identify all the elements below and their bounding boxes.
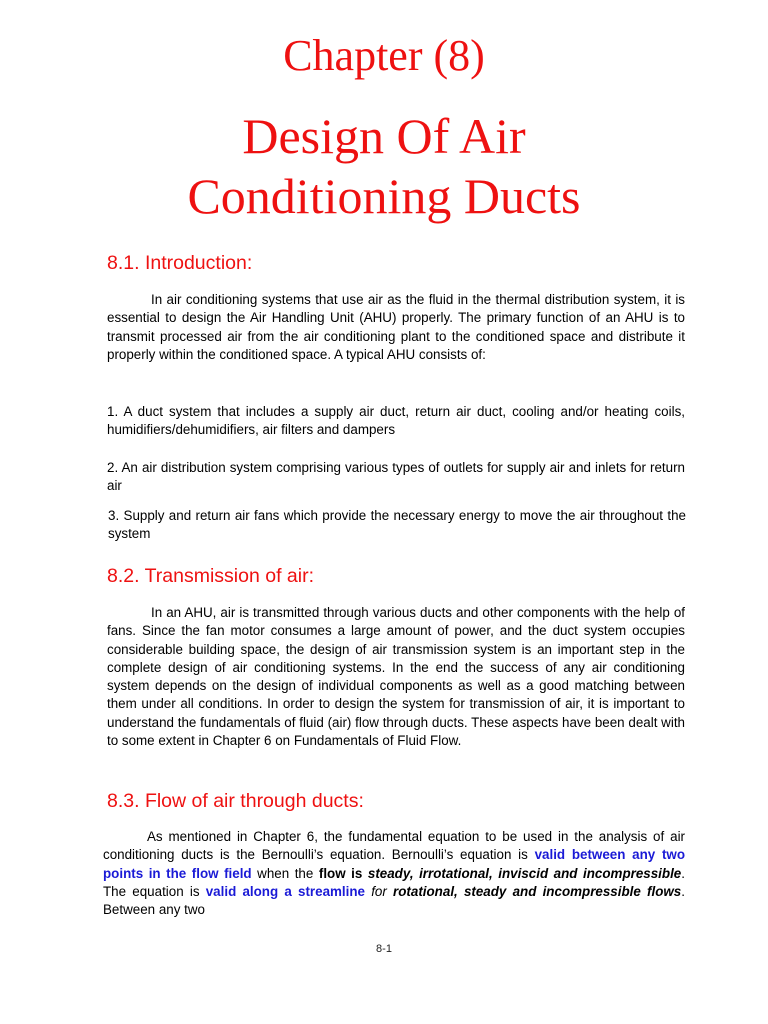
flow-text-1: As mentioned in Chapter 6, the fundamental equation to be used in the analysis of air conditioning ducts is the Bernoulli’s equation. Bernoulli’s equation is: [103, 829, 685, 863]
chapter-title-line-1: Design Of Air: [242, 108, 526, 164]
flow-bold-conditions: steady, irrotational, inviscid and incompressible: [362, 865, 682, 881]
flow-text-2: when the: [251, 865, 319, 881]
flow-text-3: . The equation is: [103, 865, 685, 899]
flow-text-4: . Between any two: [103, 883, 685, 918]
chapter-title-line-2: Conditioning Ducts: [187, 168, 581, 224]
flow-bold-rotational: rotational, steady and incompressible flows: [393, 883, 682, 899]
flow-highlight-valid-between: valid between any two points in the flow field: [103, 847, 685, 881]
list-item-1: 1. A duct system that includes a supply air duct, return air duct, cooling and/or heating coils, humidifiers/dehumidifiers, air filters and dampers: [107, 404, 685, 438]
flow-bold-flow-is: flow is: [318, 865, 363, 881]
flow-paragraph: [103, 828, 685, 919]
chapter-title: [0, 106, 768, 226]
flow-text-for: for: [365, 883, 394, 899]
section-heading-flow: 8.3. Flow of air through ducts:: [107, 790, 364, 812]
chapter-number: Chapter (8): [283, 31, 485, 80]
intro-paragraph: In air conditioning systems that use air as the fluid in the thermal distribution system, it is essential to design the Air Handling Unit (AHU) properly. The primary function of an AHU is to transmit processed air from the air conditioning plant to the conditioned space and distribute it properly within the conditioned space. A typical AHU consists of:: [107, 292, 685, 362]
list-item-3: 3. Supply and return air fans which provide the necessary energy to move the air throughout the system: [108, 508, 686, 542]
transmission-paragraph: In an AHU, air is transmitted through various ducts and other components with the help of fans. Since the fan motor consumes a large amount of power, and the duct system occupies considerable building space, the design of air transmission system is an important step in the complete design of air conditioning systems. In the end the success of any air conditioning system depends on the design of individual components as well as a good matching between them under all conditions. In order to design the system for transmission of air, it is important to understand the fundamentals of fluid (air) flow through ducts. These aspects have been dealt with to some extent in Chapter 6 on Fundamentals of Fluid Flow.: [107, 605, 685, 749]
section-heading-introduction: 8.1. Introduction:: [107, 252, 253, 274]
flow-highlight-streamline: valid along a streamline: [205, 883, 365, 899]
list-item-2: 2. An air distribution system comprising various types of outlets for supply air and inlets for return air: [107, 460, 685, 494]
section-heading-transmission: 8.2. Transmission of air:: [107, 565, 314, 587]
page-number: 8-1: [376, 943, 392, 955]
